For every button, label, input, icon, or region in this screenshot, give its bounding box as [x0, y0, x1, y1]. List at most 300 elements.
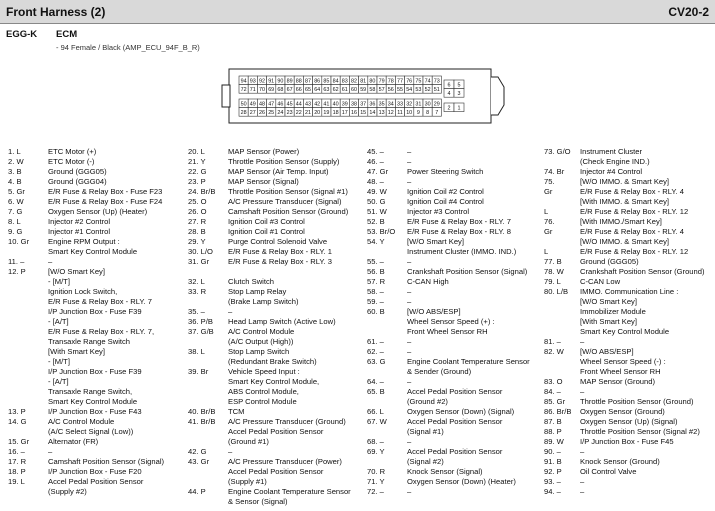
pin-description: E/R Fuse & Relay Box - RLY. 1: [228, 247, 332, 256]
pin-description: Smart Key Control Module: [48, 397, 138, 406]
pin-description: Injector #1 Control: [48, 227, 111, 236]
pin-number: 19. L: [8, 477, 25, 486]
pin-row: [8, 207, 186, 217]
connector-pin-label: 48: [259, 101, 265, 108]
connector-pin-label: 85: [323, 78, 330, 85]
pin-row: [188, 307, 366, 317]
pin-row: [544, 387, 715, 397]
connector-pin-label: 12: [387, 110, 394, 117]
pin-row: [188, 377, 366, 387]
pin-number: 65. B: [367, 387, 385, 396]
pin-number: 29. Y: [188, 237, 206, 246]
pin-number: 6. W: [8, 197, 24, 206]
pin-number: 47. Gr: [367, 167, 389, 176]
pin-row: [367, 437, 544, 447]
pin-row: [367, 177, 544, 187]
pin-description: Injector #4 Control: [580, 167, 643, 176]
pin-row: [188, 347, 366, 357]
connector-pin-label: 94: [240, 78, 247, 85]
pin-description: –: [407, 377, 412, 386]
pin-row: [367, 377, 544, 387]
pin-description: A/C Control Module: [48, 417, 115, 426]
connector-pin-label: 37: [360, 101, 367, 108]
pin-description: E/R Fuse & Relay Box - RLY. 8: [407, 227, 511, 236]
pin-row: [188, 357, 366, 367]
pin-description: Accel Pedal Position Sensor: [48, 477, 144, 486]
pin-description: Accel Pedal Position Sensor: [228, 427, 324, 436]
pin-column-1: [8, 147, 186, 497]
pin-number: 14. G: [8, 417, 27, 426]
pin-row: [544, 187, 715, 197]
pin-number: 79. L: [544, 277, 561, 286]
pin-row: [188, 317, 366, 327]
connector-pin-label: 52: [424, 87, 431, 94]
pin-number: 70. R: [367, 467, 386, 476]
pin-description: Accel Pedal Position Sensor: [228, 467, 324, 476]
pin-row: [367, 367, 544, 377]
pin-number: 69. Y: [367, 447, 385, 456]
pin-description: Vehicle Speed Input :: [228, 367, 300, 376]
pin-description: Camshaft Position Sensor (Signal): [48, 457, 165, 466]
pin-row: [544, 457, 715, 467]
pin-description: MAP Sensor (Air Temp. Input): [228, 167, 329, 176]
connector-pin-label: 13: [378, 110, 385, 117]
pin-description: Oxygen Sensor (Down) (Heater): [407, 477, 516, 486]
connector-pin-label: 34: [387, 101, 394, 108]
pin-description: E/R Fuse & Relay Box - RLY. 4: [580, 227, 684, 236]
pin-description: Throttle Position Sensor (Signal #1): [228, 187, 348, 196]
pin-number: 22. G: [188, 167, 207, 176]
pin-row: [544, 337, 715, 347]
connector-pin-label: 41: [323, 101, 330, 108]
pin-number: 21. Y: [188, 157, 206, 166]
pin-row: [188, 277, 366, 287]
pin-row: [8, 167, 186, 177]
pin-number: 43. Gr: [188, 457, 210, 466]
connector-pin-label: 24: [277, 110, 284, 117]
component-code: EGG-K: [6, 29, 38, 40]
pin-description: I/P Junction Box - Fuse F39: [48, 307, 142, 316]
pin-number: L: [544, 247, 549, 256]
pin-description: (Check Engine IND.): [580, 157, 650, 166]
pin-description: E/R Fuse & Relay Box - RLY. 7: [48, 297, 152, 306]
connector-pin-label: 11: [397, 110, 403, 117]
connector-pin-label: 69: [268, 87, 275, 94]
pin-number: 39. Br: [188, 367, 209, 376]
pin-row: [188, 327, 366, 337]
pin-row: [8, 377, 186, 387]
pin-description: Wheel Sensor Speed (+) :: [407, 317, 495, 326]
pin-number: 77. B: [544, 257, 562, 266]
pin-row: [188, 287, 366, 297]
pin-description: (Redundant Brake Switch): [228, 357, 317, 366]
pin-number: 61. –: [367, 337, 384, 346]
pin-description: Engine Coolant Temperature Sensor: [407, 357, 530, 366]
pin-description: –: [407, 147, 412, 156]
pin-description: Throttle Position Sensor (Signal #2): [580, 427, 700, 436]
pin-description: –: [580, 487, 585, 496]
pin-row: [544, 357, 715, 367]
connector-pin-label: 4: [447, 91, 451, 98]
connector-pin-label: 91: [268, 78, 275, 85]
pin-column-3: [367, 147, 544, 497]
pin-description: Oxygen Sensor (Up) (Heater): [48, 207, 148, 216]
connector-pin-label: 64: [314, 87, 321, 94]
pin-row: [544, 447, 715, 457]
pin-description: C-CAN High: [407, 277, 449, 286]
pin-number: 36. P/B: [188, 317, 213, 326]
pin-number: 91. B: [544, 457, 562, 466]
pin-description: –: [407, 487, 412, 496]
connector-pin-label: 90: [277, 78, 284, 85]
pin-row: [367, 387, 544, 397]
pin-number: Gr: [544, 227, 553, 236]
pin-row: [544, 157, 715, 167]
pin-number: 46. –: [367, 157, 384, 166]
connector-pin-label: 39: [341, 101, 348, 108]
page-code: CV20-2: [668, 5, 709, 19]
connector-pin-label: 6: [447, 82, 451, 89]
pin-description: Crankshaft Position Sensor (Signal): [407, 267, 528, 276]
pin-row: [544, 377, 715, 387]
pin-description: E/R Fuse & Relay Box - RLY. 7: [407, 217, 511, 226]
connector-pin-label: 20: [314, 110, 321, 117]
pin-row: [367, 457, 544, 467]
pin-number: 10. Gr: [8, 237, 30, 246]
connector-pin-label: 21: [305, 110, 311, 117]
pin-description: Engine RPM Output :: [48, 237, 120, 246]
connector-pin-label: 86: [314, 78, 321, 85]
connector-pin-label: 54: [406, 87, 413, 94]
pin-description: –: [407, 297, 412, 306]
pin-description: E/R Fuse & Relay Box - RLY. 12: [580, 207, 689, 216]
connector-pin-label: 93: [249, 78, 256, 85]
component-name: ECM: [56, 29, 78, 40]
pin-row: [8, 307, 186, 317]
pin-number: 41. Br/B: [188, 417, 216, 426]
pin-description: C-CAN Low: [580, 277, 621, 286]
connector-pin-label: 62: [332, 87, 339, 94]
connector-pin-label: 27: [249, 110, 256, 117]
pin-row: [188, 407, 366, 417]
pin-number: 94. –: [544, 487, 561, 496]
pin-row: [8, 287, 186, 297]
pin-description: A/C Pressure Transducer (Signal): [228, 197, 342, 206]
connector-pin-label: 63: [323, 87, 330, 94]
connector-pin-label: 17: [341, 110, 348, 117]
pin-row: [367, 357, 544, 367]
connector-pin-label: 59: [360, 87, 367, 94]
pin-description: Throttle Position Sensor (Ground): [580, 397, 694, 406]
pin-number: 83. O: [544, 377, 563, 386]
pin-row: [188, 237, 366, 247]
pin-description: [W/O IMMO. & Smart Key]: [580, 177, 670, 186]
connector-pin-label: 53: [415, 87, 422, 94]
pin-row: [188, 417, 366, 427]
pin-row: [544, 227, 715, 237]
connector-pin-label: 31: [415, 101, 422, 108]
pin-row: [188, 497, 366, 507]
pin-number: 8. L: [8, 217, 21, 226]
pin-row: [367, 267, 544, 277]
connector-pin-label: 25: [268, 110, 275, 117]
connector-pin-label: 81: [360, 78, 367, 85]
pin-row: [544, 437, 715, 447]
pin-number: 55. –: [367, 257, 384, 266]
connector-pin-label: 68: [277, 87, 284, 94]
pin-description: Transaxle Range Switch: [48, 337, 131, 346]
connector-pin-label: 76: [406, 78, 413, 85]
pin-row: [188, 247, 366, 257]
connector-pin-label: 7: [435, 110, 439, 117]
pin-description: [With IMMO./Smart Key]: [580, 217, 662, 226]
pin-description: (Supply #1): [228, 477, 267, 486]
pin-description: E/R Fuse & Relay Box - RLY. 4: [580, 187, 684, 196]
pin-row: [8, 267, 186, 277]
pin-row: [8, 487, 186, 497]
connector-pin-label: 72: [240, 87, 247, 94]
connector-pin-label: 65: [305, 87, 311, 94]
pin-description: MAP Sensor (Power): [228, 147, 300, 156]
pin-row: [8, 357, 186, 367]
pin-number: 92. P: [544, 467, 562, 476]
pin-number: 50. G: [367, 197, 386, 206]
pin-description: Oxygen Sensor (Ground): [580, 407, 665, 416]
pin-row: [544, 467, 715, 477]
connector-pin-label: 26: [259, 110, 265, 117]
pin-description: Front Wheel Sensor RH: [580, 367, 661, 376]
pin-row: [544, 197, 715, 207]
pin-row: [8, 407, 186, 417]
pin-description: (Brake Lamp Switch): [228, 297, 299, 306]
connector-pin-label: 10: [406, 110, 413, 117]
pin-number: 86. Br/B: [544, 407, 572, 416]
pin-row: [8, 227, 186, 237]
pin-row: [188, 177, 366, 187]
pin-number: 33. R: [188, 287, 207, 296]
pin-row: [544, 147, 715, 157]
pin-row: [544, 487, 715, 497]
connector-pin-label: 71: [249, 87, 256, 94]
pin-description: –: [407, 287, 412, 296]
pin-description: E/R Fuse & Relay Box - RLY. 12: [580, 247, 689, 256]
pin-description: [W/O Smart Key]: [48, 267, 105, 276]
connector-pin-label: 82: [351, 78, 357, 85]
pin-row: [8, 367, 186, 377]
pin-row: [8, 437, 186, 447]
connector-pin-label: 5: [457, 82, 461, 89]
pin-number: 37. G/B: [188, 327, 214, 336]
connector-pin-label: 51: [433, 87, 440, 94]
pin-row: [188, 467, 366, 477]
pin-row: [188, 457, 366, 467]
connector-pin-label: 35: [378, 101, 385, 108]
pin-number: 27. R: [188, 217, 207, 226]
connector-pin-label: 87: [305, 78, 311, 85]
pin-description: Smart Key Control Module: [580, 327, 670, 336]
pin-row: [544, 247, 715, 257]
pin-number: 12. P: [8, 267, 26, 276]
connector-pin-label: 80: [369, 78, 376, 85]
pin-description: Instrument Cluster (IMMO. IND.): [407, 247, 517, 256]
pin-row: [544, 177, 715, 187]
pin-description: Crankshaft Position Sensor (Ground): [580, 267, 705, 276]
pin-number: 76.: [544, 217, 555, 226]
pin-number: 28. B: [188, 227, 206, 236]
pin-number: L: [544, 207, 549, 216]
pin-description: [W/O IMMO. & Smart Key]: [580, 237, 670, 246]
pin-row: [188, 207, 366, 217]
connector-pin-label: 77: [397, 78, 403, 85]
pin-description: - [A/T]: [48, 317, 69, 326]
pin-description: Injector #3 Control: [407, 207, 470, 216]
pin-number: 35. –: [188, 307, 205, 316]
pin-number: 45. –: [367, 147, 384, 156]
pin-description: & Sensor (Signal): [228, 497, 288, 506]
pin-number: 30. L/O: [188, 247, 213, 256]
pin-description: Stop Lamp Switch: [228, 347, 290, 356]
pin-number: 51. W: [367, 207, 387, 216]
pin-number: 93. –: [544, 477, 561, 486]
connector-pin-label: 36: [369, 101, 376, 108]
page-title: Front Harness (2): [6, 5, 106, 19]
connector-left-latch: [222, 85, 230, 107]
connector-pin-label: 28: [240, 110, 247, 117]
pin-row: [8, 177, 186, 187]
pin-row: [188, 147, 366, 157]
pin-description: (Signal #2): [407, 457, 444, 466]
pin-description: (Signal #1): [407, 427, 444, 436]
connector-spec: - 94 Female / Black (AMP_ECU_94F_B_R): [56, 43, 200, 52]
pin-description: E/R Fuse & Relay Box - Fuse F24: [48, 197, 163, 206]
connector-pin-label: 40: [332, 101, 339, 108]
pin-description: [W/O ABS/ESP]: [407, 307, 461, 316]
pin-description: [With IMMO. & Smart Key]: [580, 197, 670, 206]
pin-description: Ignition Coil #2 Control: [407, 187, 484, 196]
pin-description: Injector #2 Control: [48, 217, 111, 226]
pin-number: 9. G: [8, 227, 23, 236]
pin-row: [8, 217, 186, 227]
pin-number: 44. P: [188, 487, 206, 496]
pin-number: 40. Br/B: [188, 407, 216, 416]
connector-pin-label: 19: [323, 110, 330, 117]
pin-description: Immobilizer Module: [580, 307, 646, 316]
pin-number: 38. L: [188, 347, 205, 356]
connector-pin-label: 75: [415, 78, 422, 85]
pin-number: 3. B: [8, 167, 22, 176]
pin-description: [W/O Smart Key]: [580, 297, 637, 306]
pin-row: [367, 147, 544, 157]
pin-row: [544, 477, 715, 487]
pin-number: 72. –: [367, 487, 384, 496]
pin-row: [188, 257, 366, 267]
pin-number: 66. L: [367, 407, 384, 416]
pin-row: [367, 307, 544, 317]
pin-description: (Supply #2): [48, 487, 87, 496]
pin-row: [8, 347, 186, 357]
pin-row: [544, 217, 715, 227]
pin-row: [188, 337, 366, 347]
pin-number: 75.: [544, 177, 555, 186]
connector-pin-label: 16: [351, 110, 357, 117]
connector-pin-label: 47: [268, 101, 275, 108]
pin-row: [367, 327, 544, 337]
pin-row: [188, 437, 366, 447]
pin-row: [8, 157, 186, 167]
pin-row: [544, 407, 715, 417]
pin-row: [188, 487, 366, 497]
pin-number: 62. –: [367, 347, 384, 356]
pin-description: ETC Motor (-): [48, 157, 95, 166]
connector-pin-label: 73: [433, 78, 440, 85]
pin-number: 78. W: [544, 267, 564, 276]
pin-row: [544, 287, 715, 297]
pin-column-4: [544, 147, 715, 497]
pin-row: [367, 337, 544, 347]
connector-diagram: [221, 67, 511, 125]
pin-number: 15. Gr: [8, 437, 30, 446]
pin-row: [8, 197, 186, 207]
pin-description: (A/C Select Signal (Low)): [48, 427, 134, 436]
pin-number: 64. –: [367, 377, 384, 386]
connector-pin-label: 18: [332, 110, 339, 117]
pin-row: [367, 477, 544, 487]
pin-row: [8, 237, 186, 247]
pin-number: 60. B: [367, 307, 385, 316]
connector-face-svg: [221, 67, 511, 125]
pin-row: [8, 427, 186, 437]
pin-description: I/P Junction Box - Fuse F39: [48, 367, 142, 376]
pin-description: (Ground #2): [407, 397, 448, 406]
pin-description: [W/O Smart Key]: [407, 237, 464, 246]
pin-description: Purge Control Solenoid Valve: [228, 237, 328, 246]
pin-description: MAP Sensor (Signal): [228, 177, 299, 186]
pin-row: [544, 427, 715, 437]
pin-number: 23. P: [188, 177, 206, 186]
pin-description: (A/C Output (High)): [228, 337, 294, 346]
pin-description: –: [580, 387, 585, 396]
pin-description: Accel Pedal Position Sensor: [407, 417, 503, 426]
connector-pin-label: 70: [259, 87, 265, 94]
pin-row: [8, 297, 186, 307]
connector-pin-label: 43: [305, 101, 311, 108]
pin-number: 49. W: [367, 187, 387, 196]
connector-right-latch: [491, 77, 504, 115]
pin-row: [188, 157, 366, 167]
pin-description: ABS Control Module,: [228, 387, 299, 396]
pin-description: E/R Fuse & Relay Box - Fuse F23: [48, 187, 163, 196]
pin-description: –: [580, 337, 585, 346]
pin-description: Ignition Lock Switch,: [48, 287, 118, 296]
pin-row: [544, 167, 715, 177]
pin-description: I/P Junction Box - Fuse F45: [580, 437, 674, 446]
pin-row: [188, 217, 366, 227]
pin-number: 26. O: [188, 207, 207, 216]
pin-row: [8, 187, 186, 197]
pin-row: [8, 147, 186, 157]
connector-pin-label: 42: [314, 101, 321, 108]
pin-description: Instrument Cluster: [580, 147, 643, 156]
pin-description: Ground (GGG05): [48, 167, 107, 176]
pin-row: [544, 237, 715, 247]
pin-row: [8, 477, 186, 487]
pin-row: [188, 197, 366, 207]
pin-row: [367, 197, 544, 207]
pin-row: [8, 397, 186, 407]
pin-description: [W/O ABS/ESP]: [580, 347, 634, 356]
pin-row: [544, 317, 715, 327]
pin-number: 67. W: [367, 417, 387, 426]
